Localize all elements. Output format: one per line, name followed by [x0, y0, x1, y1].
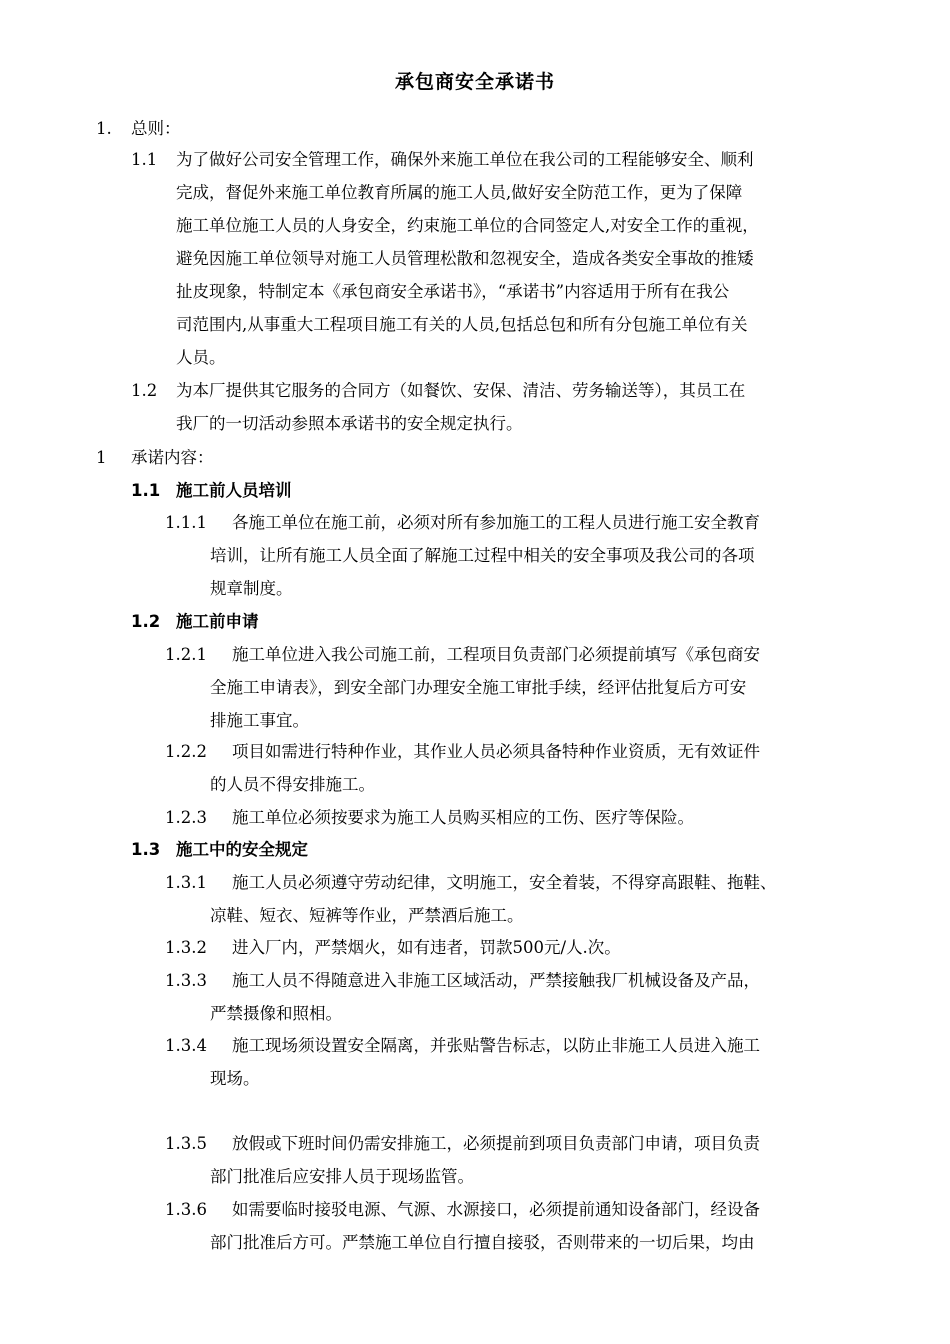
- document-title: 承包商安全承诺书: [394, 71, 555, 93]
- clause-line: 规章制度。: [210, 579, 293, 598]
- clause-number: 1.3.4: [165, 1036, 207, 1055]
- clause-line: 如需要临时接驳电源、气源、水源接口，必须提前通知设备部门，经设备: [232, 1200, 760, 1219]
- clause-line: 培训，让所有施工人员全面了解施工过程中相关的安全事项及我公司的各项: [210, 546, 755, 565]
- clause-line: 为了做好公司安全管理工作，确保外来施工单位在我公司的工程能够安全、顺利: [176, 150, 754, 169]
- clause-number: 1.3.2: [165, 938, 207, 957]
- clause-line: 施工单位进入我公司施工前，工程项目负责部门必须提前填写《承包商安: [232, 645, 760, 664]
- clause-line: 施工单位施工人员的人身安全，约束施工单位的合同签定人,对安全工作的重视，: [176, 216, 759, 235]
- clause-number: 1.2.3: [165, 808, 207, 827]
- section-heading: 总则：: [131, 119, 181, 138]
- clause-line: 的人员不得安排施工。: [210, 775, 375, 794]
- clause-number: 1.1.1: [165, 513, 207, 532]
- clause-line: 全施工申请表》，到安全部门办理安全施工审批手续，经评估批复后方可安: [210, 678, 747, 697]
- clause-line: 为本厂提供其它服务的合同方（如餐饮、安保、清洁、劳务输送等），其员工在: [176, 381, 746, 400]
- clause-line: 施工人员不得随意进入非施工区域活动，严禁接触我厂机械设备及产品，: [232, 971, 760, 990]
- clause-line: 部门批准后方可。严禁施工单位自行擅自接驳，否则带来的一切后果，均由: [210, 1233, 755, 1252]
- clause-number: 1.1: [131, 150, 158, 169]
- clause-number: 1.3.6: [165, 1200, 207, 1219]
- section-number: 1.: [96, 119, 112, 138]
- subsection-number: 1.1: [131, 481, 161, 500]
- section-heading: 承诺内容：: [131, 448, 214, 467]
- clause-line: 完成，督促外来施工单位教育所属的施工人员,做好安全防范工作，更为了保障: [176, 183, 743, 202]
- clause-line: 部门批准后应安排人员于现场监管。: [210, 1167, 474, 1186]
- subsection-heading: 施工中的安全规定: [176, 840, 308, 859]
- clause-line: 排施工事宜。: [210, 711, 309, 730]
- clause-line: 严禁摄像和照相。: [210, 1004, 342, 1023]
- clause-line: 进入厂内，严禁烟火，如有违者，罚款500元/人.次。: [232, 938, 621, 957]
- subsection-number: 1.2: [131, 612, 161, 631]
- clause-line: 凉鞋、短衣、短裤等作业，严禁酒后施工。: [210, 906, 524, 925]
- clause-number: 1.2: [131, 381, 158, 400]
- subsection-heading: 施工前人员培训: [176, 481, 292, 500]
- clause-line: 我厂的一切活动参照本承诺书的安全规定执行。: [176, 414, 523, 433]
- clause-line: 司范围内,从事重大工程项目施工有关的人员,包括总包和所有分包施工单位有关: [176, 315, 748, 334]
- clause-number: 1.2.2: [165, 742, 207, 761]
- subsection-number: 1.3: [131, 840, 161, 859]
- clause-line: 施工单位必须按要求为施工人员购买相应的工伤、医疗等保险。: [232, 808, 694, 827]
- section-number: 1: [96, 448, 107, 467]
- clause-line: 项目如需进行特种作业，其作业人员必须具备特种作业资质，无有效证件: [232, 742, 760, 761]
- subsection-heading: 施工前申请: [176, 612, 259, 631]
- clause-line: 放假或下班时间仍需安排施工，必须提前到项目负责部门申请，项目负责: [232, 1134, 760, 1153]
- clause-line: 避免因施工单位领导对施工人员管理松散和忽视安全，造成各类安全事故的推矮: [176, 249, 754, 268]
- clause-line: 施工现场须设置安全隔离，并张贴警告标志，以防止非施工人员进入施工: [232, 1036, 760, 1055]
- clause-line: 扯皮现象，特制定本《承包商安全承诺书》，“承诺书”内容适用于所有在我公: [176, 282, 730, 301]
- clause-number: 1.3.5: [165, 1134, 207, 1153]
- clause-line: 现场。: [210, 1069, 260, 1088]
- clause-number: 1.3.1: [165, 873, 207, 892]
- clause-number: 1.2.1: [165, 645, 207, 664]
- clause-line: 各施工单位在施工前，必须对所有参加施工的工程人员进行施工安全教育: [232, 513, 760, 532]
- clause-line: 施工人员必须遵守劳动纪律，文明施工，安全着装，不得穿高跟鞋、拖鞋、: [232, 873, 777, 892]
- clause-number: 1.3.3: [165, 971, 207, 990]
- clause-line: 人员。: [176, 348, 226, 367]
